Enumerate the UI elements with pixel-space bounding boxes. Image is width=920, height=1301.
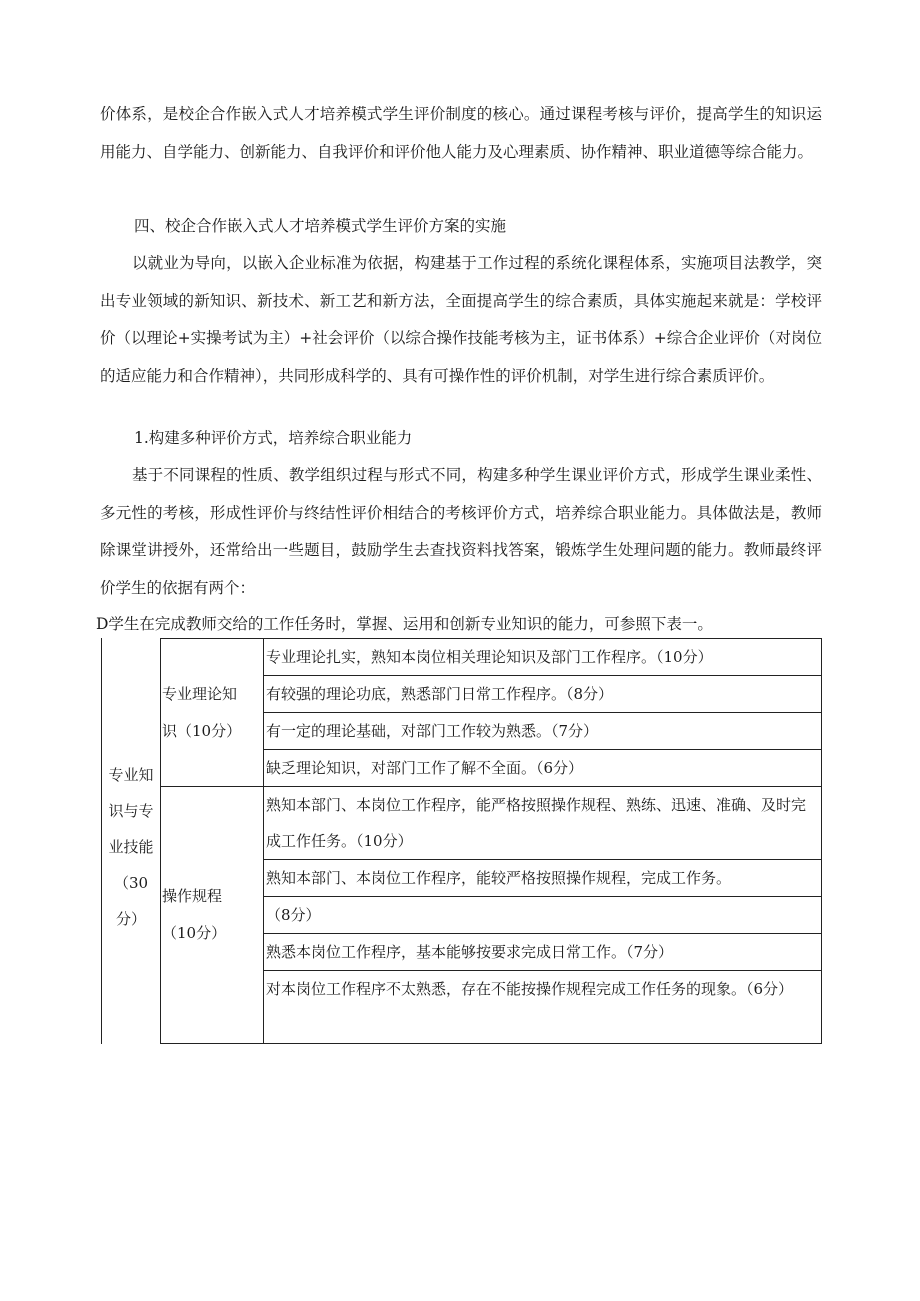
criterion-item: 有一定的理论基础，对部门工作较为熟悉。（7分） xyxy=(266,722,599,740)
paragraph-implementation: 以就业为导向，以嵌入企业标准为依据，构建基于工作过程的系统化课程体系，实施项目法教学，突出专业领域的新知识、新技术、新工艺和新方法，全面提高学生的综合素质，具体实施起来就是：学校评价（以理论+实操考试为主）+社会评价（以综合操作技能考核为主，证书体系）+综合企业评价（对岗位的适应能力和合作精神），共同形成科学的、具有可操作性的评价机制，对学生进行综合素质评价。 xyxy=(100,254,822,385)
table-border-right xyxy=(821,638,822,1044)
table-category-line: 业技能 xyxy=(108,838,154,856)
group-title-theory: 识（10分） xyxy=(162,722,242,740)
table-category-line: 分） xyxy=(115,910,146,928)
table-category-line: 识与专 xyxy=(108,802,154,820)
table-border-left xyxy=(101,638,102,1044)
section-heading-4: 四、校企合作嵌入式人才培养模式学生评价方案的实施 xyxy=(134,217,507,235)
table-col-divider-1 xyxy=(160,638,161,1044)
criterion-item: 熟知本部门、本岗位工作程序，能严格按照操作规程、熟练、迅速、准确、及时完成工作任务。（10分） xyxy=(266,796,807,850)
table-intro-note: D学生在完成教师交给的工作任务时，掌握、运用和创新专业知识的能力，可参照下表一。 xyxy=(96,615,713,633)
group-title-procedure: （10分） xyxy=(162,924,227,942)
criterion-item: 缺乏理论知识，对部门工作了解不全面。（6分） xyxy=(266,759,584,777)
group-title-procedure: 操作规程 xyxy=(162,887,223,905)
criterion-item: 专业理论扎实，熟知本岗位相关理论知识及部门工作程序。（10分） xyxy=(266,648,713,666)
subsection-heading-4-1: 1.构建多种评价方式，培养综合职业能力 xyxy=(134,429,413,447)
criterion-item: 熟悉本岗位工作程序，基本能够按要求完成日常工作。（7分） xyxy=(266,943,674,961)
table-border-bottom xyxy=(160,1043,822,1044)
criterion-item: 对本岗位工作程序不太熟悉，存在不能按操作规程完成工作任务的现象。（6分） xyxy=(266,980,794,998)
paragraph-evaluation-methods: 基于不同课程的性质、教学组织过程与形式不同，构建多种学生课业评价方式，形成学生课业柔性、多元性的考核，形成性评价与终结性评价相结合的考核评价方式，培养综合职业能力。具体做法是，教师除课堂讲授外，还常给出一些题目，鼓励学生去查找资料找答案，锻炼学生处理问题的能力。教师最终评价学生的依据有两个： xyxy=(100,466,822,597)
group-title-theory: 专业理论知 xyxy=(162,685,238,703)
paragraph-evaluation-system: 价体系，是校企合作嵌入式人才培养模式学生评价制度的核心。通过课程考核与评价，提高学生的知识运用能力、自学能力、创新能力、自我评价和评价他人能力及心理素质、协作精神、职业道德等综合能力。 xyxy=(100,105,822,161)
table-category-line: 专业知 xyxy=(108,766,154,784)
table-category-line: （30 xyxy=(113,874,149,892)
table-col-divider-2 xyxy=(263,638,264,1044)
criterion-item: 有较强的理论功底，熟悉部门日常工作程序。（8分） xyxy=(266,685,614,703)
criterion-item: 熟知本部门、本岗位工作程序，能较严格按照操作规程，完成工作务。 xyxy=(266,869,732,887)
table-row-line xyxy=(263,896,822,897)
criterion-item: （8分） xyxy=(266,906,321,924)
